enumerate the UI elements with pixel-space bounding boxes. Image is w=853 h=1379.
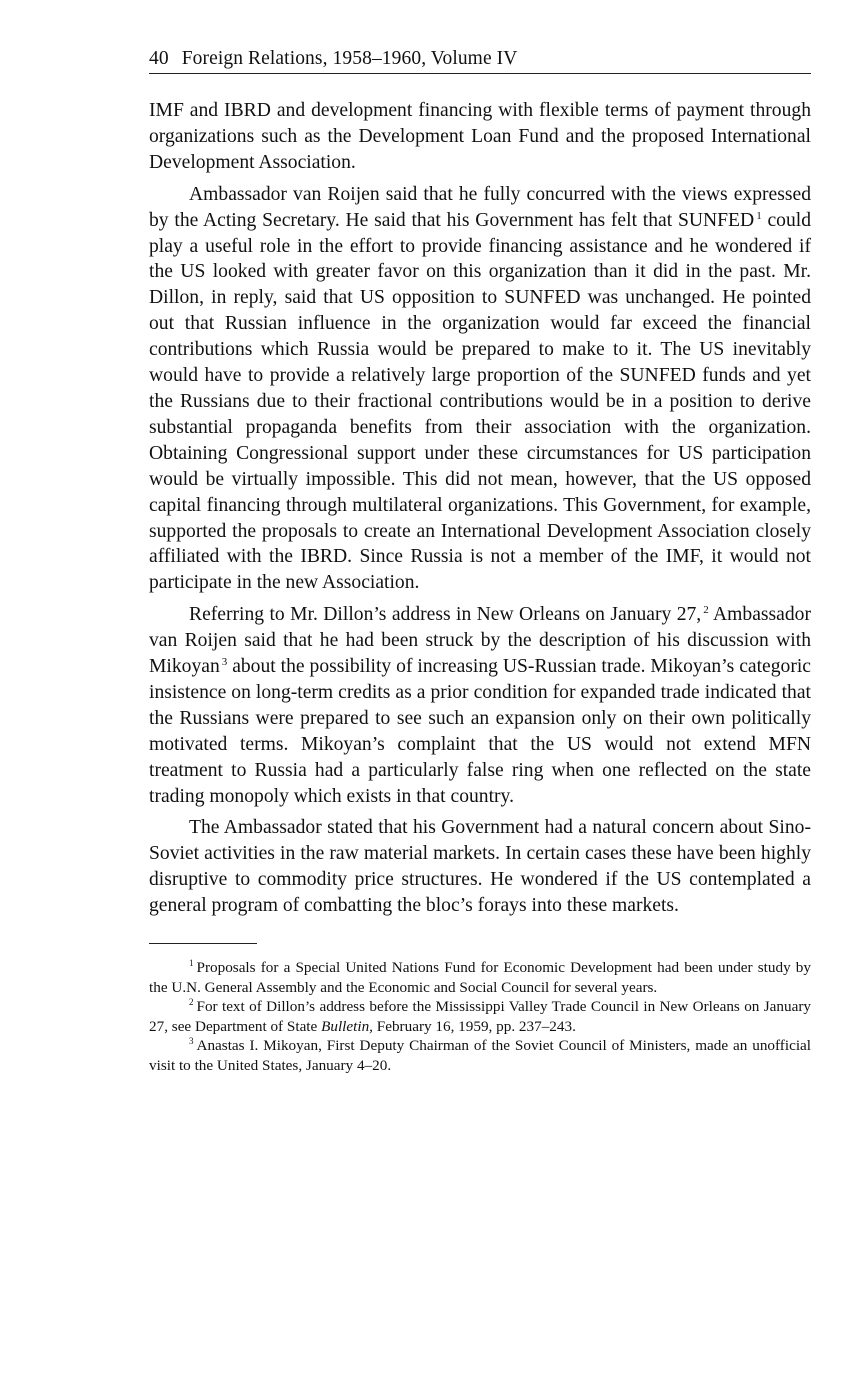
footnote-ref-2: 2 [703, 604, 709, 617]
page-number: 40 [149, 48, 169, 69]
footnote-mark-2: 2 [189, 997, 194, 1008]
running-header [149, 46, 811, 74]
paragraph-3-part-a: Referring to Mr. Dillon’s address in New Orleans on January 27, [189, 604, 702, 626]
footnotes [149, 958, 811, 1076]
paragraph-2 [149, 182, 811, 597]
document-page [149, 46, 811, 1076]
footnote-mark-1: 1 [189, 958, 194, 969]
footnote-divider [149, 943, 257, 944]
footnote-3 [149, 1036, 811, 1075]
paragraph-4: The Ambassador stated that his Government had a natural concern about Sino-Soviet activities in the raw material markets. In certain cases these have been highly disruptive to commodity price structures. He wondered if the US contemplated a general program of combatting the bloc’s forays into these markets. [149, 817, 811, 917]
footnote-ref-3: 3 [221, 656, 228, 669]
footnote-2-bulletin: Bulletin, [321, 1017, 373, 1035]
paragraph-3 [149, 602, 811, 809]
paragraph-1: IMF and IBRD and development financing with flexible terms of payment through organizations such as the Development Loan Fund and the proposed International Development Association. [149, 100, 811, 173]
paragraph-3-part-c: about the possibility of increasing US-Russian trade. Mikoyan’s categoric insistence on long-term credits as a prior condition for expanded trade indicated that the Russians were prepared to see such an expansion only on their own politically motivated terms. Mikoyan’s complaint that the US would not extend MFN treatment to Russia had a particularly false ring when one reflected on the state trading monopoly which exists in that country. [149, 656, 811, 807]
footnote-3-text: Anastas I. Mikoyan, First Deputy Chairman of the Soviet Council of Ministers, made an unofficial visit to the United States, January 4–20. [149, 1037, 811, 1075]
paragraph-3-part-b: Ambassador van Roijen said that he had been struck by the description of his discussion with Mikoyan [149, 604, 811, 678]
body-text [149, 98, 811, 919]
paragraph-2-part-b: could play a useful role in the effort to provide financing assistance and he wondered if the US looked with greater favor on this organization than it did in the past. Mr. Dillon, in reply, said that US opposition to SUNFED was unchanged. He pointed out that Russian influence in the organization would far exceed the financial contributions which Russia would be prepared to make to it. The US inevitably would have to provide a relatively large proportion of the SUNFED funds and yet the Russians due to their fractional contributions would be in a position to derive substantial propaganda benefits from their association with the organization. Obtaining Congressional support under these circumstances for US participation would be virtually impossible. This did not mean, however, that the US opposed capital financing through multilateral organizations. This Government, for example, supported the proposals to create an International Development Association closely affiliated with the IBRD. Since Russia is not a member of the IMF, it would not participate in the new Association. [149, 209, 812, 594]
footnote-1 [149, 958, 811, 997]
footnote-mark-3: 3 [189, 1036, 194, 1047]
footnote-ref-1: 1 [756, 209, 762, 222]
paragraph-2-part-a: Ambassador van Roijen said that he fully concurred with the views expressed by the Acting Secretary. He said that his Government has felt that SUNFED [149, 183, 811, 231]
running-title: Foreign Relations, 1958–1960, Volume IV [181, 48, 518, 69]
footnote-2-text-a: For text of Dillon’s address before the Mississippi Valley Trade Council in New Orleans on January 27, see Department of State [149, 998, 811, 1035]
footnote-2 [149, 997, 811, 1036]
footnote-2-text-b: February 16, 1959, pp. 237–243. [372, 1017, 576, 1035]
footnote-1-text: Proposals for a Special United Nations Fund for Economic Development had been under study by the U.N. General Assembly and the Economic and Social Council for several years. [149, 959, 811, 996]
